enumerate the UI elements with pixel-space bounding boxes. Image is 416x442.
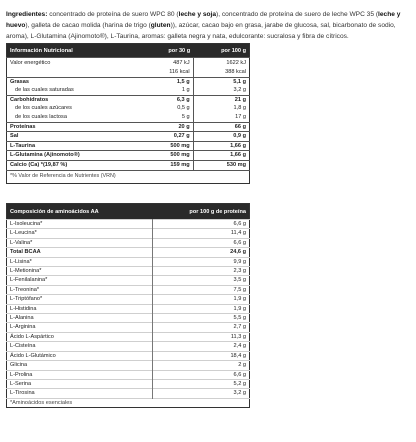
value-per-100g: 1,66 g	[193, 141, 249, 151]
amino-acid-value: 5,5 g	[153, 314, 250, 323]
value-per-100g: 1,8 g	[233, 105, 246, 112]
amino-row	[7, 304, 250, 313]
amino-footnote: *Aminoácidos esenciales	[7, 398, 250, 407]
amino-acid-name: L-Isoleucina*	[7, 220, 153, 229]
value-per-serving: 0,27 g	[143, 132, 193, 142]
value-per-serving: 20 g	[143, 122, 193, 132]
ingredients-part: concentrado de proteína de suero WPC 80 (	[47, 10, 179, 18]
amino-acid-name: L-Tirosina	[7, 389, 153, 398]
amino-acid-value: 9,9 g	[153, 257, 250, 266]
amino-acid-name: L-Valina*	[7, 238, 153, 247]
nutrition-row	[7, 95, 250, 104]
nutrient-label: de los cuales lactosa	[15, 113, 67, 120]
amino-footnote-row	[7, 398, 250, 407]
value-per-100g: 17 g	[235, 113, 246, 120]
value-per-serving: 6,3 g	[143, 95, 193, 104]
amino-acid-name: L-Fenilalanina*	[7, 276, 153, 285]
value-per-100g: 1,66 g	[193, 151, 249, 161]
amino-acid-value: 11,4 g	[153, 229, 250, 238]
amino-row	[7, 267, 250, 276]
value-per-serving: 1 g	[143, 86, 193, 95]
value-per-serving: 487 kJ	[143, 58, 193, 69]
amino-row	[7, 323, 250, 332]
amino-row	[7, 295, 250, 304]
amino-acid-value: 2,4 g	[153, 342, 250, 351]
nutrient-label: L-Taurina	[7, 141, 144, 151]
value-per-serving: 116 kcal	[143, 68, 193, 77]
amino-acid-value: 24,6 g	[153, 248, 250, 257]
ingredients-part: )), azúcar, cacao bajo en grasa, jarabe de glucosa, sal, bicarbonato de sodio, aroma), L-Glutamina (Ajinomoto®), L-Taurina, aromas: galleta negra y nata, edulcorante: sucralosa y fibra de cítricos.	[6, 22, 396, 41]
amino-acid-name: L-Leucina*	[7, 229, 153, 238]
amino-acid-table	[6, 203, 250, 408]
nutrition-row	[7, 86, 250, 95]
amino-acid-value: 5,2 g	[153, 379, 250, 388]
amino-acid-name: Glicina	[7, 361, 153, 370]
amino-acid-name: L-Lisina*	[7, 257, 153, 266]
ingredients-part: ), concentrado de proteína de suero de leche WPC 35 (	[216, 10, 379, 18]
nutrition-row	[7, 122, 250, 132]
amino-acid-value: 1,9 g	[153, 295, 250, 304]
nutrition-row	[7, 113, 250, 122]
nutrient-label: Calcio (Ca) *(19,87 %)	[7, 160, 144, 170]
amino-acid-value: 3,5 g	[153, 276, 250, 285]
allergen: gluten	[150, 22, 171, 29]
amino-row	[7, 285, 250, 294]
amino-acid-value: 2,3 g	[153, 267, 250, 276]
amino-row	[7, 361, 250, 370]
amino-acid-name: L-Prolina	[7, 370, 153, 379]
amino-acid-name: L-Triptófano*	[7, 295, 153, 304]
value-per-100g: 530 mg	[193, 160, 249, 170]
nutrient-label: Valor energético	[7, 58, 144, 69]
amino-acid-name: L-Histidina	[7, 304, 153, 313]
amino-row	[7, 351, 250, 360]
nutrient-label: Proteínas	[7, 122, 144, 132]
amino-acid-value: 3,2 g	[153, 389, 250, 398]
amino-row	[7, 332, 250, 341]
value-per-serving: 5 g	[143, 113, 193, 122]
nutrient-label: de las cuales saturadas	[15, 87, 74, 94]
amino-acid-value: 2,7 g	[153, 323, 250, 332]
amino-acid-name: L-Alanina	[7, 314, 153, 323]
ingredients-part: ), galleta de cacao molida (harina de trigo (	[25, 22, 151, 29]
nutrient-label: L-Glutamina (Ajinomoto®)	[7, 151, 144, 161]
nutrition-footnote-row	[7, 170, 250, 183]
amino-row	[7, 342, 250, 351]
amino-acid-name: Ácido L-Glutámico	[7, 351, 153, 360]
nutrition-footnote: *% Valor de Referencia de Nutrientes (VRN)	[7, 170, 250, 183]
value-per-100g: 21 g	[193, 95, 249, 104]
amino-acid-name: L-Treonina*	[7, 285, 153, 294]
amino-acid-value: 18,4 g	[153, 351, 250, 360]
value-per-serving: 500 mg	[143, 151, 193, 161]
nutrient-label: Sal	[7, 132, 144, 142]
nutrition-row	[7, 151, 250, 161]
value-per-serving: 159 mg	[143, 160, 193, 170]
allergen: leche y huevo	[6, 10, 401, 29]
nutrition-row	[7, 68, 250, 77]
amino-acid-value: 6,6 g	[153, 238, 250, 247]
value-per-serving: 500 mg	[143, 141, 193, 151]
amino-acid-value: 7,5 g	[153, 285, 250, 294]
amino-row	[7, 389, 250, 398]
nutrition-row	[7, 58, 250, 69]
amino-acid-name: L-Metionina*	[7, 267, 153, 276]
amino-acid-value: 1,9 g	[153, 304, 250, 313]
nutrition-header-per-serving: por 30 g	[143, 44, 193, 58]
value-per-100g: 66 g	[193, 122, 249, 132]
amino-row	[7, 257, 250, 266]
amino-row	[7, 238, 250, 247]
amino-row	[7, 276, 250, 285]
value-per-100g: 3,2 g	[233, 87, 246, 94]
nutrition-row	[7, 132, 250, 142]
nutrition-row	[7, 141, 250, 151]
amino-header-value: por 100 g de proteína	[153, 204, 250, 220]
nutrition-header-row	[7, 44, 250, 58]
value-per-100g: 0,9 g	[193, 132, 249, 142]
nutrient-label: Carbohidratos	[7, 95, 144, 104]
amino-row	[7, 229, 250, 238]
nutrition-table	[6, 43, 250, 184]
nutrition-row	[7, 77, 250, 86]
amino-acid-name: L-Cisteína	[7, 342, 153, 351]
amino-row	[7, 370, 250, 379]
allergen: leche y soja	[178, 10, 217, 18]
amino-acid-value: 11,3 g	[153, 332, 250, 341]
amino-acid-name: L-Serina	[7, 379, 153, 388]
value-per-100g: 5,1 g	[193, 77, 249, 86]
amino-acid-value: 2 g	[153, 361, 250, 370]
nutrient-label: de los cuales azúcares	[15, 105, 72, 112]
amino-row	[7, 220, 250, 229]
amino-acid-name: Ácido L-Aspártico	[7, 332, 153, 341]
value-per-serving: 1,5 g	[143, 77, 193, 86]
amino-row	[7, 314, 250, 323]
value-per-100g: 1622 kJ	[193, 58, 249, 69]
nutrition-header-per-100g: por 100 g	[193, 44, 249, 58]
value-per-serving: 0,5 g	[143, 104, 193, 113]
amino-acid-name: Total BCAA	[7, 248, 153, 257]
amino-acid-value: 6,6 g	[153, 220, 250, 229]
amino-row	[7, 379, 250, 388]
amino-acid-name: L-Arginina	[7, 323, 153, 332]
amino-row	[7, 248, 250, 257]
amino-header-row	[7, 204, 250, 220]
nutrition-header-label: Información Nutricional	[7, 44, 144, 58]
nutrient-label	[7, 68, 144, 77]
amino-header-label: Composición de aminoácidos AA	[7, 204, 153, 220]
nutrient-label: Grasas	[7, 77, 144, 86]
value-per-100g: 388 kcal	[225, 69, 246, 75]
nutrition-row	[7, 160, 250, 170]
ingredients-text	[6, 9, 412, 43]
ingredients-label: Ingredientes:	[6, 10, 48, 18]
amino-acid-value: 6,6 g	[153, 370, 250, 379]
nutrition-row	[7, 104, 250, 113]
